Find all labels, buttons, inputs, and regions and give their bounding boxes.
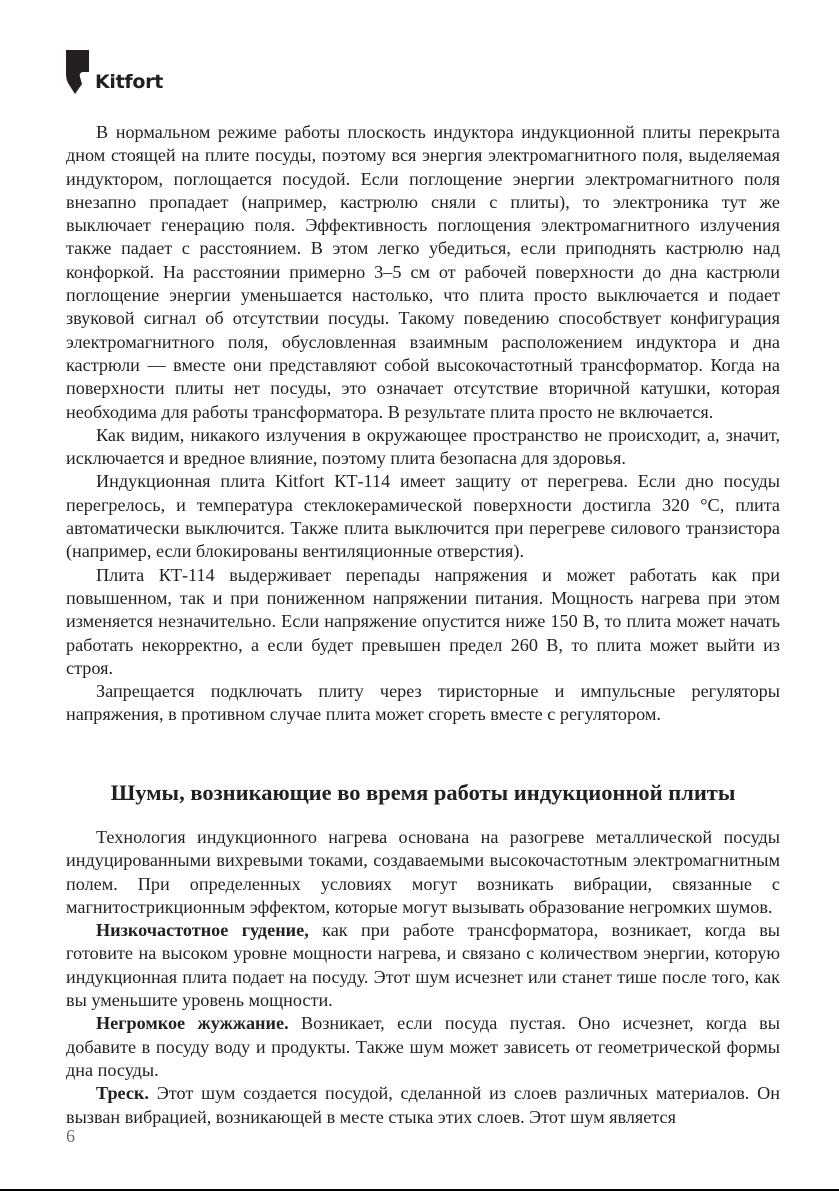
noise-item-title: Негромкое жужжание. [96,1013,289,1034]
brand-name: Kitfort [95,71,163,93]
noise-item [66,919,780,1012]
noise-item-title: Низкочастотное гудение, [96,920,309,941]
noise-item-title: Треск. [96,1083,149,1104]
paragraph: Как видим, никакого излучения в окружающее пространство не происходит, а, значит, исключается и вредное влияние, поэтому плита безопасна для здоровья. [66,424,780,469]
paragraph: Плита КТ-114 выдерживает перепады напряжения и может работать как при повышенном, так и при пониженном напряжении питания. Мощность нагрева при этом изменяется незначительно. Если напряжение опустится ниже 150 В, то плита может начать работать некорректно, а если будет превышен предел 260 В, то плита может выйти из строя. [66,564,780,678]
paragraph: Технология индукционного нагрева основана на разогреве металлической посуды индуцированными вихревыми токами, создаваемыми высокочастотным электромагнитным полем. При определенных условиях могут возникать вибрации, связанные с магнитострикционным эффектом, которые могут вызывать образование негромких шумов. [66,827,780,917]
section-intro-text [66,121,780,727]
noise-item-text: Этот шум создается посудой, сделанной из слоев различных материалов. Он вызван вибрацией, возникающей в месте стыка этих слоев. Этот шум является [66,1083,780,1127]
paragraph: Индукционная плита Kitfort КТ-114 имеет защиту от перегрева. Если дно посуды перегрелось, и температура стеклокерамической поверхности достигла 320 °С, плита автоматически выключится. Также плита выключится при перегреве силового транзистора (например, если блокированы вентиляционные отверстия). [66,471,780,562]
page-number: 6 [66,1126,75,1146]
paragraph: В нормальном режиме работы плоскость индуктора индукционной плиты перекрыта дном стоящей на плите посуды, поэтому вся энергия электромагнитного поля, выделяемая индуктором, поглощается посудой. Если поглощение энергии электромагнитного поля внезапно пропадает (например, кастрюлю сняли с плиты), то электроника тут же выключает генерацию поля. Эффективность поглощения электромагнитного излучения также падает с расстоянием. В этом легко убедиться, если приподнять кастрюлю над конфоркой. На расстоянии примерно 3–5 см от рабочей поверхности до дна кастрюли поглощение энергии уменьшается настолько, что плита просто выключается и подает звуковой сигнал об отсутствии посуды. Такому поведению способствует конфигурация электромагнитного поля, обусловленная взаимным расположением индуктора и дна кастрюли — вместе они представляют собой высокочастотный трансформатор. Когда на поверхности плиты нет посуды, это означает отсутствие вторичной катушки, которая необходима для работы трансформатора. В результате плита просто не включается. [66,122,780,422]
paragraph: Запрещается подключать плиту через тиристорные и импульсные регуляторы напряжения, в противном случае плита может сгореть вместе с регулятором. [66,681,780,725]
section-heading: Шумы, возникающие во время работы индукционной плиты [110,780,736,805]
kitfort-logo [66,50,186,100]
noise-item-text: как при работе трансформатора, возникает, когда вы готовите на высоком уровне мощности нагрева, и связано с количеством энергии, которую индукционная плита подает на посуду. Этот шум исчезнет или станет тише после того, как вы уменьшите уровень мощности. [66,920,780,1011]
noise-item [66,1082,780,1129]
noise-item-text: Возникает, если посуда пустая. Оно исчезнет, когда вы добавите в посуду воду и продукты. Также шум может зависеть от геометрической формы дна посуды. [66,1013,780,1080]
noise-item [66,1012,780,1082]
section-noises-text [66,826,780,1129]
kitfort-logo-icon [66,50,94,94]
